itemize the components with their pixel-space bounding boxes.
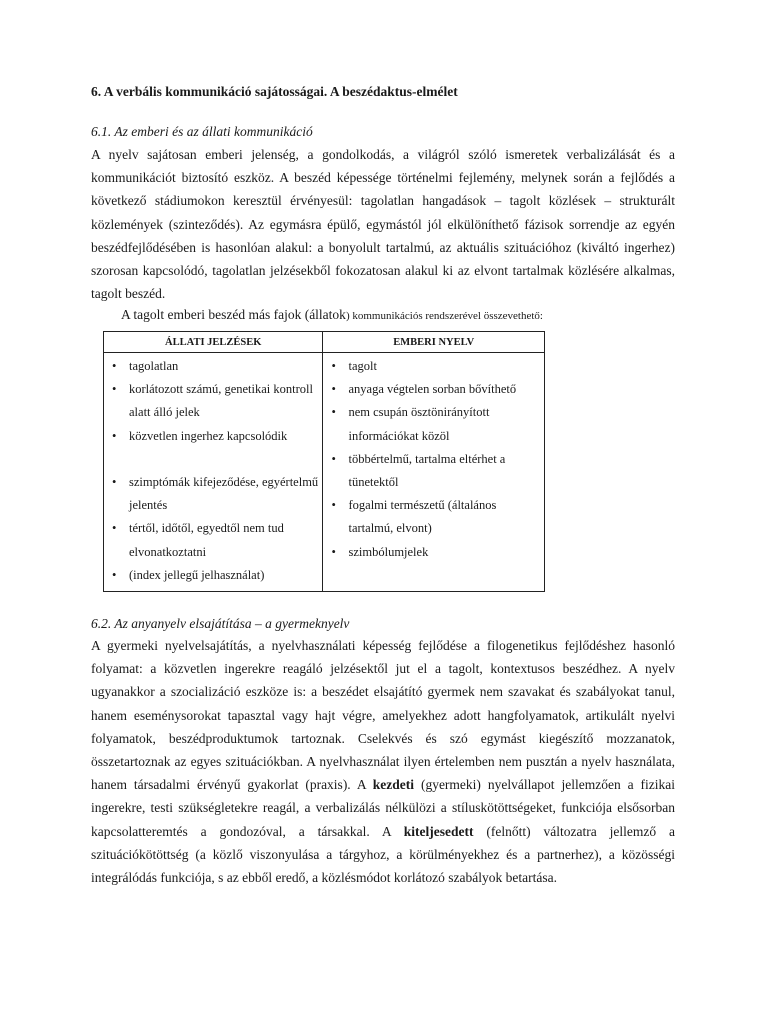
list-item [331,448,540,494]
section-1-title: 6.1. Az emberi és az állati kommunikáció [91,124,313,139]
section-1-paragraph: A nyelv sajátosan emberi jelenség, a gondolkodás, a világról szóló ismeretek verbalizálását és a kommunikációt biztosító eszköz. A beszéd képessége történelmi fejlemény, melynek során a fejlődés a következő stádiumokon keresztül érvényesül: tagolatlan hangadások – tagolt közlések – strukturált közlemények (szinteződés). Az egymásra épülő, egymástól jól elkülöníthető fázisok sorrendje az egyén beszédfejlődésében is hasonlóan alakul: a bonyolult tartalmú, az aktuális szituációhoz (kiváltó ingerhez) szorosan kapcsolódó, tagolatlan jelzésekből fokozatosan alakul ki az elvont tartalmak közlésére alkalmas, tagolt beszéd. [91,147,675,302]
bullet-icon: • [331,382,336,397]
bullet-icon: • [112,382,117,397]
comparison-table [103,331,545,592]
list-item-text: (index jellegű jelhasználat) [129,567,265,582]
list-item [112,517,318,563]
list-item-text: tagolt [348,359,377,373]
paragraph-text: (gyermeki) nyelvállapot jellemzően a fizikai ingerekre, testi szükségletekre reagál, a verbalizálás nélkülözi a stíluskötöttségeket, funkciója elsősorban kapcsolatteremtés a gondozóval, a társakkal. A [91,777,675,839]
list-item [331,541,540,564]
list-item [112,564,318,587]
bullet-icon: • [112,475,117,489]
bullet-icon: • [331,451,336,466]
bullet-icon: • [112,428,117,443]
section-2-title: 6.2. Az anyanyelv elsajátítása – a gyermeknyelv [91,616,350,631]
bullet-icon: • [331,498,336,513]
list-item-text: szimptómák kifejeződése, egyértelmű jelentés [129,475,319,513]
animal-signals-list [112,355,318,587]
section-2-paragraph [91,634,675,889]
bold-term-kiteljesedett: kiteljesedett [403,823,474,839]
bullet-icon: • [112,567,117,582]
bold-term-kezdeti: kezdeti [372,777,415,793]
bullet-icon: • [331,544,336,559]
paragraph-text: A gyermeki nyelvelsajátítás, a nyelvhasználati képesség fejlődése a filogenetikus fejlődéshez hasonló folyamat: a közvetlen ingerekre reagáló jelzésektől jut el a tagolt, kontextusos beszédhez. A nyelv ugyanakkor a szocializáció eszköze is: a beszédet elsajátító gyermek nem szavakat és szabályokat tanul, hanem eseménysorokat tapasztal vagy hajt végre, amelyekhez adott hangfolyamatok, artikulált nyelvi folyamatok, beszédproduktumok tartoznak. Cselekvés és szó egymást kiegészítő mozzanatok, összetartoznak az egyes szituációkban. A nyelvhasználat ilyen értelemben nem pusztán a nyelv használata, hanem társadalmi érvényű gyakorlat (praxis). A [91,638,675,793]
chapter-heading: 6. A verbális kommunikáció sajátosságai. A beszédaktus-elmélet [91,84,458,99]
table-intro-small: ) kommunikációs rendszerével összevethető: [345,310,543,322]
list-item-text: tagolatlan [129,359,179,373]
list-item [331,355,540,378]
table-intro [121,307,543,323]
list-item-text: tértől, időtől, egyedtől nem tud elvonatkoztatni [129,521,284,559]
table-intro-main: A tagolt emberi beszéd más fajok (állatok [121,307,346,322]
list-item [331,401,540,447]
list-item-text: közvetlen ingerhez kapcsolódik [129,428,288,443]
bullet-icon: • [112,359,117,373]
bullet-icon: • [331,359,336,373]
list-item [112,378,318,424]
list-item [331,378,540,401]
list-item-text: többértelmű, tartalma eltérhet a tünetektől [348,451,506,490]
animal-signals-cell [104,353,323,592]
bullet-icon: • [112,521,117,536]
list-item-text: nem csupán ösztönirányított információkat közöl [348,405,490,443]
col-header-human: EMBERI NYELV [323,332,545,353]
human-language-cell [323,353,545,592]
paragraph-text: (felnőtt) változatra jellemző a szituációkötöttség (a közlő viszonyulása a tárgyhoz, a körülményekhez és a partnerhez), a közösségi integrálódás funkciója, s az ebből eredő, a közlésmódot korlátozó szabályok betartása. [91,823,676,886]
list-item [331,494,540,540]
col-header-animal: ÁLLATI JELZÉSEK [104,332,323,353]
bullet-icon: • [331,405,336,420]
list-item [112,425,318,448]
list-item-text: szimbólumjelek [348,544,429,559]
list-item [112,355,318,378]
list-item-text: anyaga végtelen sorban bővíthető [348,382,517,397]
human-language-list [331,355,540,564]
list-item-text: korlátozott számú, genetikai kontroll alatt álló jelek [129,382,313,420]
list-item [112,471,318,517]
list-item-text: fogalmi természetű (általános tartalmú, elvont) [348,498,497,536]
